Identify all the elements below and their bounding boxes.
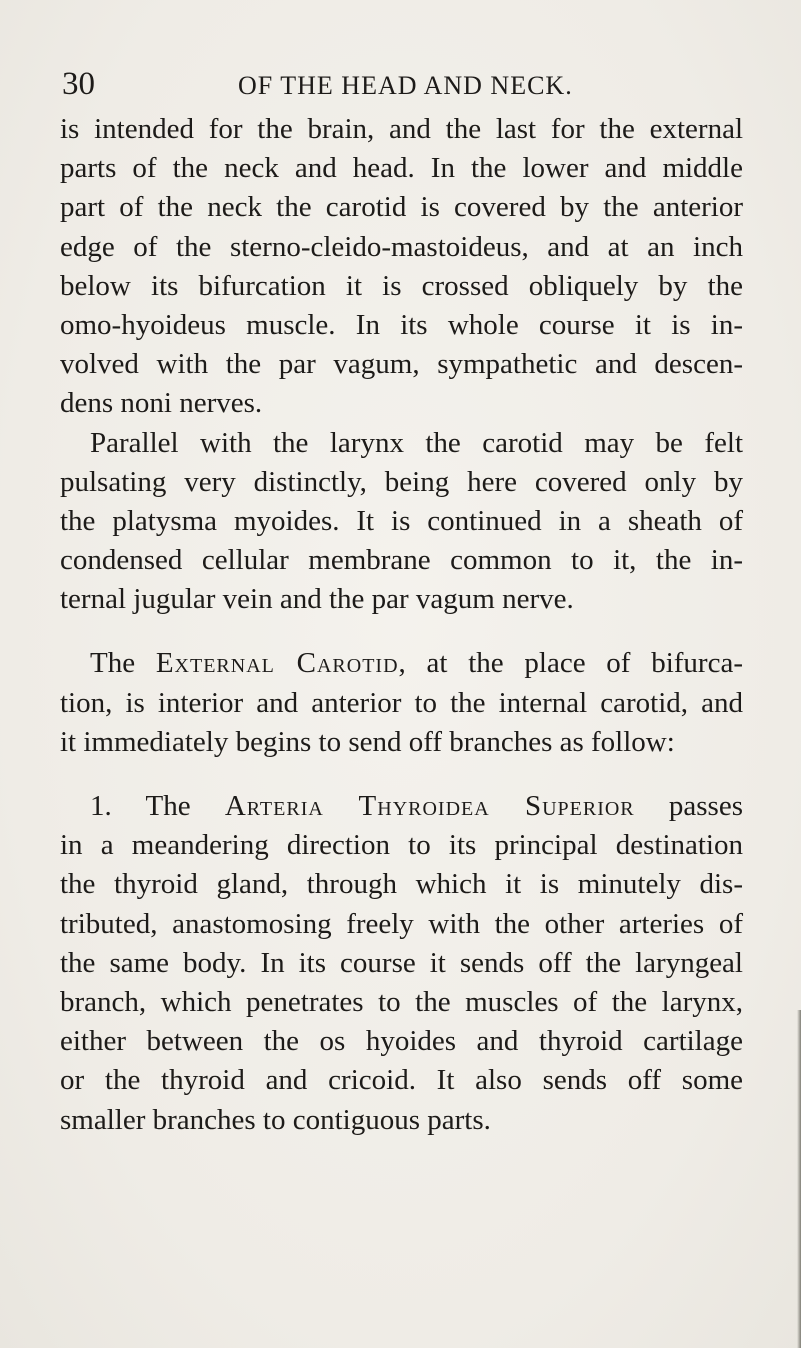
text-line: condensed cellular membrane common to it, the in- [60,544,743,577]
text-line: or the thyroid and cricoid. It also sends off some [60,1064,743,1097]
text-line: Parallel with the larynx the carotid may be felt [90,426,743,459]
paragraph-1 [60,110,743,424]
text-line: the platysma myoides. It is continued in a sheath of [60,504,743,537]
paragraph-3 [60,644,743,762]
lead-text: 1. The [90,790,225,822]
text-line: is intended for the brain, and the last for the external [60,113,743,145]
text-line: dens noni nerves. [60,387,263,420]
running-title: OF THE HEAD AND NECK. [238,71,573,100]
text-line [60,644,743,683]
heading-term: External Carotid [155,647,399,680]
body-text [60,110,743,1140]
lead-text: The [90,647,156,680]
page-edge-shadow [797,1010,801,1348]
text-line: either between the os hyoides and thyroid cartilage [60,1025,743,1058]
text-line: pulsating very distinctly, being here covered only by [60,465,743,498]
text-line: tion, is interior and anterior to the internal carotid, and [60,686,743,719]
text-line: smaller branches to contiguous parts. [60,1103,491,1136]
text-line: part of the neck the carotid is covered by the anterior [60,191,743,224]
paragraph-gap [60,762,743,787]
paragraph-gap [60,619,743,644]
text-line [60,787,743,826]
paragraph-4 [60,787,743,1140]
text-line: in a meandering direction to its principal destination [60,829,743,862]
line-rest: , at the place of bifurca- [398,647,743,680]
text-line: omo-hyoideus muscle. In its whole course it is in- [60,308,743,341]
text-line: the same body. In its course it sends off the laryngeal [60,946,743,979]
text-line: it immediately begins to send off branches as follow: [60,725,675,758]
line-rest: passes [634,790,744,822]
text-line: volved with the par vagum, sympathetic and descen- [60,348,743,381]
running-head [62,64,722,104]
text-line: ternal jugular vein and the par vagum nerve. [60,583,574,616]
page-number: 30 [62,66,95,102]
text-line: tributed, anastomosing freely with the other arteries of [60,907,743,940]
text-line: parts of the neck and head. In the lower and middle [60,152,743,185]
text-line: branch, which penetrates to the muscles of the larynx, [60,985,743,1018]
text-line: edge of the sterno-cleido-mastoideus, and at an inch [60,230,743,263]
text-line: below its bifurcation it is crossed obliquely by the [60,269,743,302]
heading-term: Arteria Thyroidea Superior [224,790,635,822]
paragraph-2 [60,424,743,620]
text-line: the thyroid gland, through which it is minutely dis- [60,868,743,901]
